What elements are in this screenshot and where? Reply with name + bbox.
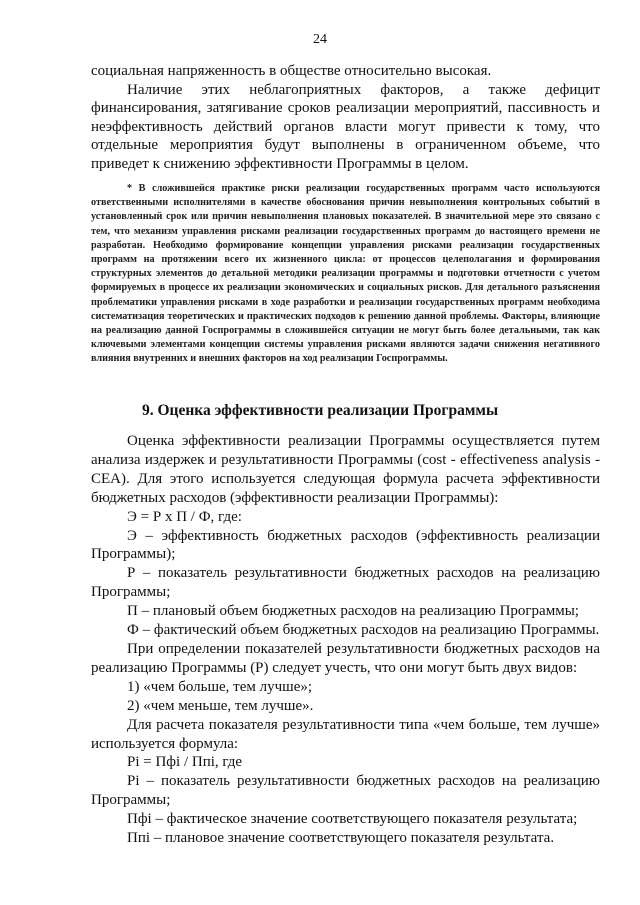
top-text — [91, 62, 600, 174]
definition-e: Э – эффективность бюджетных расходов (эффективность реализации Программы); — [91, 527, 600, 563]
page-number: 24 — [313, 32, 327, 47]
list-item-less-better: 2) «чем меньше, тем лучше». — [127, 697, 314, 714]
section-body — [91, 432, 600, 848]
definition-r: Р – показатель результативности бюджетных расходов на реализацию Программы; — [91, 565, 600, 601]
paragraph-indicator-types: При определении показателей результативности бюджетных расходов на реализацию Программы (Р) следует учесть, что они могут быть двух видов: — [91, 640, 600, 676]
definition-p: П – плановый объем бюджетных расходов на реализацию Программы; — [127, 603, 579, 620]
paragraph-formula-intro: Для расчета показателя результативности типа «чем больше, тем лучше» используется формула: — [91, 716, 600, 752]
definition-ppi: Ппi – плановое значение соответствующего показателя результата. — [127, 830, 555, 847]
formula-efficiency: Э = Р х П / Ф, где: — [127, 508, 242, 525]
paragraph-cea-intro: Оценка эффективности реализации Программы осуществляется путем анализа издержек и результативности Программы (cost - effectiveness analysis - CEA). Для этого используется следующая формула расчета эффективности бюджетных расходов (эффективности реализации Программы): — [91, 433, 600, 506]
paragraph-continuation: социальная напряженность в обществе относительно высокая. — [91, 63, 492, 79]
footnote-text: * В сложившейся практике риски реализации государственных программ часто используются ответственными исполнителями в качестве обоснования причин невыполнения контрольных событий в установленный срок или причин невыполнения плановых показателей. В значительной мере это связано с тем, что механизм управления рисками реализации государственных программ до настоящего времени не разработан. Необходимо формирование концепции управления рисками реализации государственных программ на протяжении всего их жизненного цикла: от процессов целеполагания и формирования структурных элементов до детальной методики реализации программы и подготовки отчетности с учетом формируемых в процессе их реализации экономических и социальных рисков. Для детального разъяснения проблематики управления рисками в ходе разработки и реализации государственных программ необходима систематизация теоретических и практических подходов к решению данной проблемы. Факторы, влияющие на реализацию данной Госпрограммы в сложившейся ситуации не могут быть более детальными, так как ключевыми элементами концепции системы управления рисками являются задачи снижения негативного влияния внутренних и внешних факторов на ход реализации Госпрограммы. — [91, 183, 600, 365]
definition-pfi: Пфi – фактическое значение соответствующего показателя результата; — [127, 811, 578, 828]
definition-f: Ф – фактический объем бюджетных расходов на реализацию Программы. — [127, 622, 600, 639]
paragraph-risk-factors: Наличие этих неблагоприятных факторов, а также дефицит финансирования, затягивание сроков реализации мероприятий, пассивность и неэффективность действий органов власти могут привести к тому, что отдельные мероприятия будут выполнены в ограниченном объеме, что приведет к снижению эффективности Программы в целом. — [91, 81, 600, 172]
formula-result: Рi = Пфi / Ппi, где — [127, 754, 243, 771]
list-item-more-better: 1) «чем больше, тем лучше»; — [127, 678, 313, 695]
definition-ri: Рi – показатель результативности бюджетных расходов на реализацию Программы; — [91, 773, 600, 809]
section-heading: 9. Оценка эффективности реализации Программы — [141, 402, 499, 419]
